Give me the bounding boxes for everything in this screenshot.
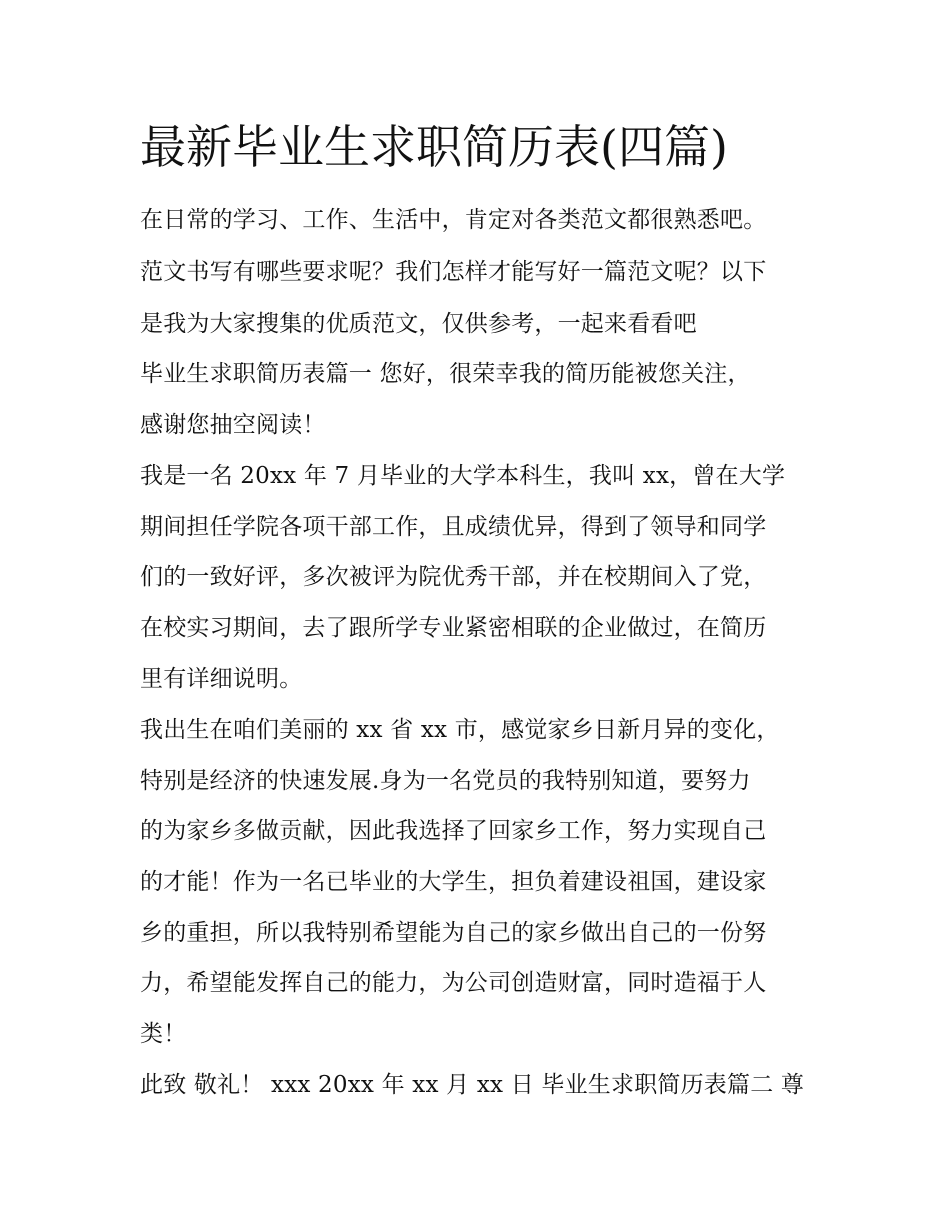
text-line: 的才能！作为一名已毕业的大学生，担负着建设祖国，建设家 (140, 869, 767, 895)
text-line: 是我为大家搜集的优质范文，仅供参考，一起来看看吧 (140, 311, 697, 337)
text-line: 特别是经济的快速发展.身为一名党员的我特别知道，要努力 (140, 768, 751, 794)
text-line: 里有详细说明。 (140, 666, 303, 692)
text-line: 此致 敬礼！ xxx 20xx 年 xx 月 xx 日 毕业生求职简历表篇二 尊 (140, 1072, 805, 1098)
text-line: 期间担任学院各项干部工作，且成绩优异，得到了领导和同学 (140, 514, 767, 540)
document-title: 最新毕业生求职简历表(四篇) (140, 120, 728, 174)
text-line: 我是一名 20xx 年 7 月毕业的大学本科生，我叫 xx，曾在大学 (140, 463, 786, 489)
text-line: 我出生在咱们美丽的 xx 省 xx 市，感觉家乡日新月异的变化， (140, 717, 780, 743)
text-line: 毕业生求职简历表篇一 您好，很荣幸我的简历能被您关注， (140, 361, 751, 387)
text-line: 力，希望能发挥自己的能力，为公司创造财富，同时造福于人 (140, 970, 767, 996)
text-line: 感谢您抽空阅读！ (140, 412, 326, 438)
text-line: 们的一致好评，多次被评为院优秀干部，并在校期间入了党， (140, 564, 767, 590)
text-line: 在校实习期间，去了跟所学专业紧密相联的企业做过，在简历 (140, 615, 767, 641)
text-line: 范文书写有哪些要求呢？我们怎样才能写好一篇范文呢？以下 (140, 259, 767, 285)
text-line: 的为家乡多做贡献，因此我选择了回家乡工作，努力实现自己 (140, 818, 767, 844)
text-line: 乡的重担，所以我特别希望能为自己的家乡做出自己的一份努 (140, 920, 767, 946)
text-line: 在日常的学习、工作、生活中，肯定对各类范文都很熟悉吧。 (140, 207, 767, 233)
text-line: 类！ (140, 1021, 187, 1047)
